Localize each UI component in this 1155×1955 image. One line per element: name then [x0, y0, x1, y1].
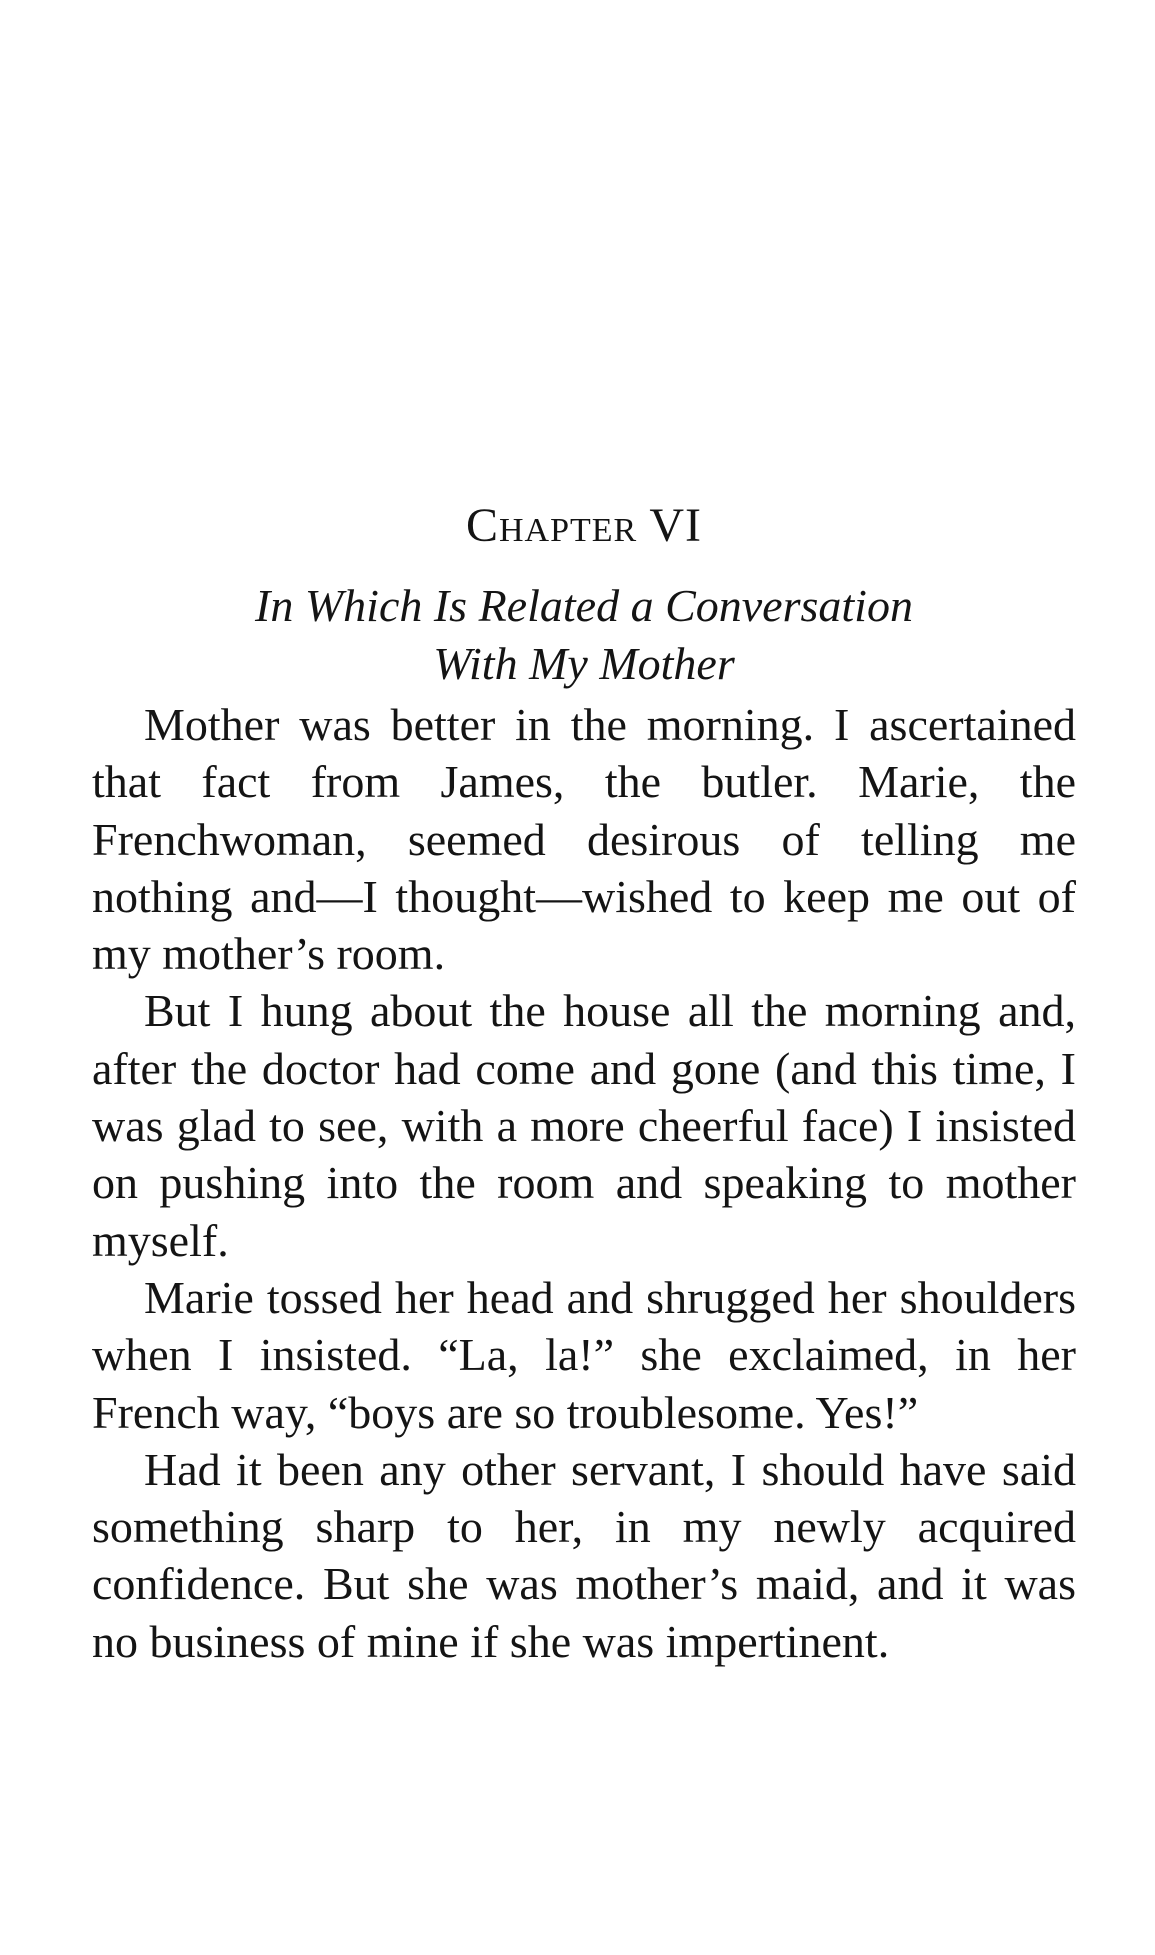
chapter-subtitle: [92, 577, 1076, 693]
chapter-subtitle-line-1: In Which Is Related a Conversation: [255, 580, 913, 631]
paragraph: But I hung about the house all the morning and, after the doctor had come and gone (and this time, I was glad to see, with a more cheerful face) I insisted on pushing into the room and speaking to mother myself.: [92, 985, 1076, 1266]
chapter-subtitle-line-2: With My Mother: [433, 638, 735, 689]
paragraph: Had it been any other servant, I should have said something sharp to her, in my newly acquired confidence. But she was mother’s maid, and it was no business of mine if she was impertinent.: [92, 1443, 1076, 1667]
chapter-body: [92, 696, 1076, 1670]
paragraph: Mother was better in the morning. I ascertained that fact from James, the butler. Marie, the Frenchwoman, seemed desirous of telling me nothing and—I thought—wished to keep me out of my mother’s room.: [92, 699, 1076, 980]
chapter-heading: Chapter VI: [465, 499, 703, 552]
paragraph: Marie tossed her head and shrugged her shoulders when I insisted. “La, la!” she exclaimed, in her French way, “boys are so troublesome. Yes!”: [92, 1271, 1076, 1438]
